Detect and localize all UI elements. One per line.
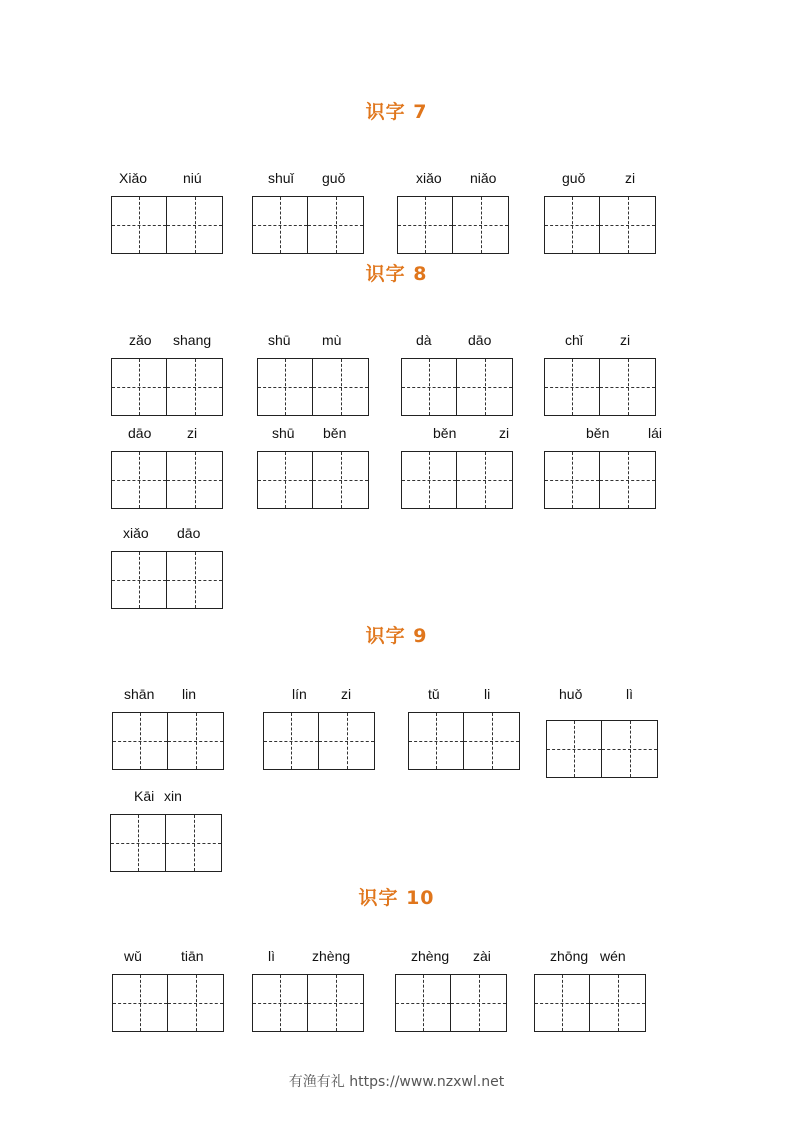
pinyin-2: li [484,686,491,702]
writing-grid[interactable] [534,974,646,1032]
writing-grid[interactable] [111,358,223,416]
pinyin-1: chǐ [565,332,583,348]
pinyin-2: lái [648,425,663,441]
pinyin-1: dà [416,332,432,348]
writing-grid[interactable] [544,358,656,416]
writing-grid[interactable] [544,451,656,509]
writing-grid[interactable] [544,196,656,254]
footer-watermark: 有渔有礼 https://www.nzxwl.net [288,1074,505,1090]
writing-grid[interactable] [257,451,369,509]
pinyin-1: guǒ [562,170,586,186]
writing-grid[interactable] [257,358,369,416]
writing-grid[interactable] [395,974,507,1032]
pinyin-2: dāo [468,332,492,348]
writing-grid[interactable] [252,974,364,1032]
pinyin-1: zhōng [550,948,589,964]
pinyin-2: zi [620,332,631,348]
writing-grid[interactable] [110,814,222,872]
pinyin-1: běn [586,425,610,441]
section-title-10: 识字 10 [358,887,435,909]
section-title-7: 识字 7 [365,101,428,123]
pinyin-1: shū [268,332,291,348]
pinyin-1: wǔ [124,948,142,964]
pinyin-2: zi [187,425,198,441]
pinyin-1: huǒ [559,686,583,702]
pinyin-1: shū [272,425,295,441]
pinyin-2: xin [164,788,182,804]
pinyin-1: xiǎo [123,525,149,541]
writing-grid[interactable] [111,196,223,254]
pinyin-2: shang [173,332,212,348]
writing-grid[interactable] [112,712,224,770]
pinyin-1: xiǎo [416,170,442,186]
pinyin-2: zi [499,425,510,441]
pinyin-1: zhèng [411,948,450,964]
pinyin-2: zài [473,948,491,964]
pinyin-2: niǎo [470,170,497,186]
pinyin-1: shuǐ [268,170,294,186]
pinyin-1: lín [292,686,307,702]
pinyin-2: niú [183,170,202,186]
section-title-9: 识字 9 [365,625,428,647]
pinyin-2: lin [182,686,197,702]
writing-grid[interactable] [397,196,509,254]
writing-grid[interactable] [112,974,224,1032]
writing-grid[interactable] [546,720,658,778]
writing-grid[interactable] [111,451,223,509]
pinyin-1: tǔ [428,686,440,702]
pinyin-2: mù [322,332,342,348]
writing-grid[interactable] [401,451,513,509]
pinyin-1: zǎo [129,332,152,348]
pinyin-1: Xiǎo [119,170,148,186]
pinyin-2: zhèng [312,948,351,964]
pinyin-2: běn [323,425,347,441]
pinyin-2: lì [626,686,633,702]
pinyin-1: Kāi [134,788,155,804]
writing-grid[interactable] [111,551,223,609]
pinyin-2: tiān [181,948,204,964]
pinyin-2: zi [341,686,352,702]
pinyin-2: zi [625,170,636,186]
pinyin-1: běn [433,425,457,441]
pinyin-1: shān [124,686,155,702]
pinyin-2: dāo [177,525,201,541]
section-title-8: 识字 8 [365,263,428,285]
writing-grid[interactable] [408,712,520,770]
writing-grid[interactable] [401,358,513,416]
writing-grid[interactable] [252,196,364,254]
pinyin-1: lì [268,948,275,964]
pinyin-1: dāo [128,425,152,441]
pinyin-2: wén [600,948,626,964]
writing-grid[interactable] [263,712,375,770]
pinyin-2: guǒ [322,170,346,186]
